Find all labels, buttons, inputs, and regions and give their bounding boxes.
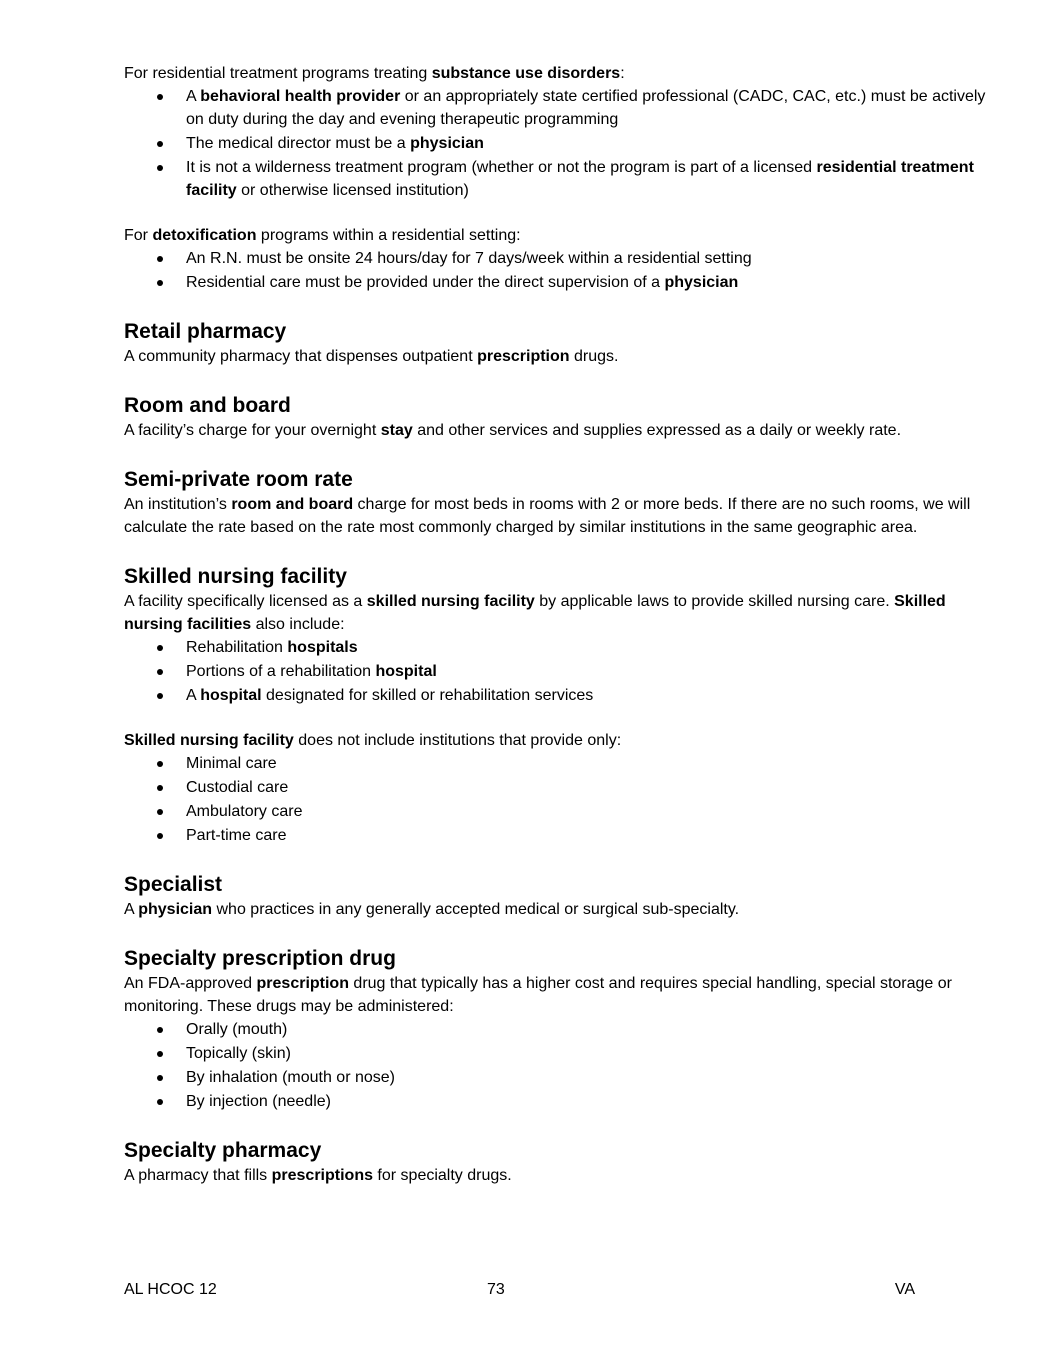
definition-section (124, 563, 994, 707)
list-item (124, 1018, 994, 1041)
bold-term: skilled nursing facility (366, 593, 535, 610)
list-item (124, 156, 994, 202)
bullet-icon (157, 280, 163, 286)
text-run: or otherwise licensed institution) (236, 182, 469, 199)
term-heading: Specialty pharmacy (124, 1139, 322, 1162)
bullet-icon (157, 833, 163, 839)
text-run: drugs. (569, 348, 619, 365)
bullet-icon (157, 693, 163, 699)
text-run: Orally (mouth) (186, 1021, 288, 1038)
bullet-icon (157, 141, 163, 147)
bold-term: behavioral health provider (200, 88, 401, 105)
bullet-icon (157, 761, 163, 767)
text-run: designated for skilled or rehabilitation services (261, 687, 594, 704)
text-run: An institution’s (124, 496, 232, 513)
text-run: does not include institutions that provide only: (293, 732, 622, 749)
definition-section (124, 62, 994, 202)
text-run: Topically (skin) (186, 1045, 291, 1062)
bold-term: room and board (231, 496, 354, 513)
text-run: Portions of a rehabilitation (186, 663, 376, 680)
bold-term: prescriptions (271, 1167, 373, 1184)
text-run: Custodial care (186, 779, 289, 796)
definition-paragraph (124, 493, 994, 539)
footer-state: VA (894, 1281, 915, 1298)
definition-paragraph (124, 898, 994, 921)
list-item (124, 800, 994, 823)
bold-term: residential treatment facility (186, 159, 974, 199)
footer-page-number: 73 (487, 1281, 505, 1298)
bold-term: Skilled nursing facilities (124, 593, 946, 633)
definition-paragraph (124, 419, 994, 442)
list-item (124, 636, 994, 659)
document-body (124, 62, 994, 1187)
bold-term: prescription (256, 975, 349, 992)
text-run: A pharmacy that fills (124, 1167, 272, 1184)
term-heading: Semi-private room rate (124, 468, 353, 491)
text-run: and other services and supplies expressed as a daily or weekly rate. (412, 422, 902, 439)
list-item (124, 85, 994, 131)
definition-paragraph (124, 62, 994, 85)
definition-section (124, 1137, 994, 1187)
bullet-icon (157, 785, 163, 791)
definition-paragraph (124, 345, 994, 368)
bold-term: physician (138, 901, 213, 918)
text-run: For residential treatment programs treating (124, 65, 432, 82)
list-item (124, 684, 994, 707)
text-run: A community pharmacy that dispenses outpatient (124, 348, 478, 365)
definition-section (124, 945, 994, 1113)
text-run: drug that typically has a higher cost and requires special handling, special storage or monitoring. These drugs may be administered: (124, 975, 952, 1015)
text-run: Residential care must be provided under the direct supervision of a (186, 274, 665, 291)
bold-term: physician (410, 135, 484, 152)
bullet-icon (157, 1099, 163, 1105)
definition-section (124, 729, 994, 847)
text-run: or an appropriately state certified professional (CADC, CAC, etc.) must be actively on duty during the day and evening therapeutic programming (186, 88, 986, 128)
bullet-icon (157, 1051, 163, 1057)
text-run: by applicable laws to provide skilled nursing care. (534, 593, 895, 610)
list-item (124, 752, 994, 775)
text-run: : (620, 65, 625, 82)
bullet-icon (157, 94, 163, 100)
list-item (124, 1090, 994, 1113)
bullet-icon (157, 669, 163, 675)
bullet-list (124, 752, 994, 847)
text-run: The medical director must be a (186, 135, 411, 152)
bullet-icon (157, 256, 163, 262)
text-run: Minimal care (186, 755, 277, 772)
list-item (124, 247, 994, 270)
text-run: Part-time care (186, 827, 287, 844)
text-run: who practices in any generally accepted medical or surgical sub-specialty. (212, 901, 740, 918)
text-run: By injection (needle) (186, 1093, 331, 1110)
text-run: Ambulatory care (186, 803, 303, 820)
bullet-icon (157, 1027, 163, 1033)
term-heading: Specialist (124, 873, 223, 896)
definition-section (124, 318, 994, 368)
definition-paragraph (124, 972, 994, 1018)
text-run: An R.N. must be onsite 24 hours/day for 7 days/week within a residential setting (186, 250, 752, 267)
text-run: For (124, 227, 153, 244)
list-item (124, 132, 994, 155)
footer-doc-id: AL HCOC 12 (124, 1281, 217, 1298)
bold-term: physician (664, 274, 739, 291)
text-run: for specialty drugs. (372, 1167, 512, 1184)
bullet-list (124, 1018, 994, 1113)
list-item (124, 776, 994, 799)
definition-paragraph (124, 1164, 994, 1187)
bullet-icon (157, 809, 163, 815)
bullet-icon (157, 165, 163, 171)
text-run: charge for most beds in rooms with 2 or more beds. If there are no such rooms, we will calculate the rate based on the rate most commonly charged by similar institutions in the same geographic area. (124, 496, 971, 536)
list-item (124, 1066, 994, 1089)
term-heading: Room and board (124, 394, 291, 417)
definition-section (124, 392, 994, 442)
text-run: also include: (251, 616, 345, 633)
bold-term: hospital (375, 663, 437, 680)
bold-term: stay (380, 422, 413, 439)
text-run: It is not a wilderness treatment program (whether or not the program is part of a licensed (186, 159, 817, 176)
definition-paragraph (124, 729, 994, 752)
text-run: A facility specifically licensed as a (124, 593, 367, 610)
bold-term: substance use disorders (431, 65, 621, 82)
bullet-list (124, 85, 994, 202)
bold-term: prescription (477, 348, 570, 365)
term-heading: Specialty prescription drug (124, 947, 396, 970)
list-item (124, 660, 994, 683)
bold-term: detoxification (152, 227, 257, 244)
bullet-icon (157, 1075, 163, 1081)
text-run: A (124, 901, 139, 918)
bullet-icon (157, 645, 163, 651)
term-heading: Skilled nursing facility (124, 565, 347, 588)
definition-section (124, 466, 994, 539)
bold-term: hospital (200, 687, 262, 704)
bold-term: Skilled nursing facility (124, 732, 294, 749)
text-run: By inhalation (mouth or nose) (186, 1069, 395, 1086)
text-run: A (186, 687, 201, 704)
text-run: Rehabilitation (186, 639, 288, 656)
definition-section (124, 871, 994, 921)
page-footer (124, 1281, 915, 1303)
bold-term: hospitals (287, 639, 358, 656)
text-run: programs within a residential setting: (256, 227, 521, 244)
list-item (124, 824, 994, 847)
bullet-list (124, 636, 994, 707)
term-heading: Retail pharmacy (124, 320, 287, 343)
list-item (124, 271, 994, 294)
definition-section (124, 224, 994, 294)
list-item (124, 1042, 994, 1065)
text-run: An FDA-approved (124, 975, 257, 992)
text-run: A facility’s charge for your overnight (124, 422, 381, 439)
definition-paragraph (124, 590, 994, 636)
definition-paragraph (124, 224, 994, 247)
text-run: A (186, 88, 201, 105)
bullet-list (124, 247, 994, 294)
